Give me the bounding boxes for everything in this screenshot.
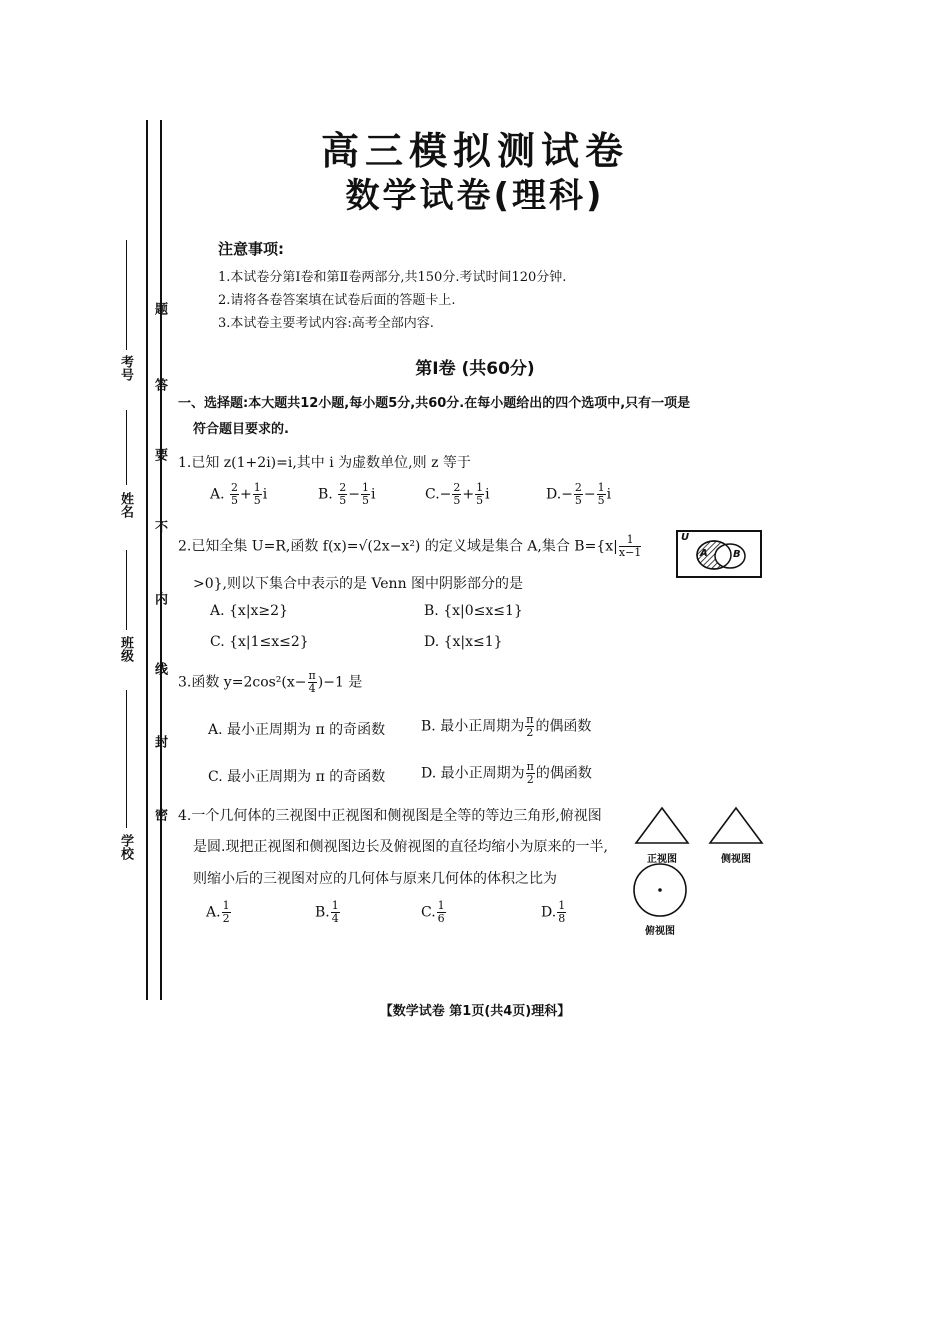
q4-option-b: B. $\frac{1}{4}$	[315, 899, 339, 925]
q1-option-b: B. $\frac{2}{5}$ − $\frac{1}{5}$ i	[318, 481, 376, 507]
field-school: 学校	[118, 834, 133, 860]
field-class: 班级	[118, 636, 133, 662]
top-view	[632, 862, 688, 937]
seal-char: 密	[152, 808, 167, 821]
top-view-label: 俯视图	[645, 926, 675, 937]
section-instruction-cont: 符合题目要求的.	[193, 422, 289, 437]
q3-option-d: D. 最小正周期为 $\frac{\pi}{2}$ 的偶函数	[421, 760, 592, 786]
q3-option-c: C. 最小正周期为 π 的奇函数	[208, 769, 386, 785]
q2-option-b: B. {x|0≤x≤1}	[424, 603, 523, 619]
field-name-line	[126, 410, 127, 485]
page-subtitle: 数学试卷(理科)	[345, 176, 605, 216]
front-view-triangle	[634, 806, 690, 846]
notice-item: 2.请将各卷答案填在试卷后面的答题卡上.	[218, 293, 456, 308]
seal-char: 封	[152, 735, 167, 748]
q2-option-a: A. {x|x≥2}	[210, 603, 288, 619]
venn-label-b: B	[733, 549, 741, 560]
field-school-line	[126, 690, 127, 828]
front-view-label: 正视图	[647, 854, 677, 865]
page-footer: 【数学试卷 第1页(共4页)理科】	[379, 1004, 571, 1019]
page-title: 高三模拟测试卷	[320, 129, 629, 173]
q4-option-a: A. $\frac{1}{2}$	[206, 899, 230, 925]
q2-option-d: D. {x|x≤1}	[424, 634, 503, 650]
front-view	[634, 806, 690, 865]
q1-stem: 1.已知 z(1+2i)=i,其中 i 为虚数单位,则 z 等于	[178, 455, 471, 471]
q3-stem: 3.函数 y=2cos²(x− $\frac{\pi}{4}$ )−1 是	[178, 669, 363, 695]
q1-option-a: A. $\frac{2}{5}$ + $\frac{1}{5}$ i	[210, 481, 268, 507]
notice-heading: 注意事项:	[218, 240, 284, 258]
q1-option-d: D.− $\frac{2}{5}$ − $\frac{1}{5}$ i	[546, 481, 612, 507]
field-exam-number: 考号	[118, 355, 133, 381]
q2-stem: 2.已知全集 U=R,函数 f(x)=√(2x−x²) 的定义域是集合 A,集合 B={x| $\frac{1}{x-1}$	[178, 533, 642, 559]
seal-char: 答	[152, 378, 167, 391]
venn-diagram	[676, 530, 762, 578]
q1-option-c: C.− $\frac{2}{5}$ + $\frac{1}{5}$ i	[425, 481, 490, 507]
q4-option-d: D. $\frac{1}{8}$	[541, 899, 566, 925]
seal-char: 内	[152, 592, 167, 605]
section-instruction: 一、选择题:本大题共12小题,每小题5分,共60分.在每小题给出的四个选项中,只有一项是	[178, 396, 691, 411]
notice-item: 1.本试卷分第Ⅰ卷和第Ⅱ卷两部分,共150分.考试时间120分钟.	[218, 270, 567, 285]
field-class-line	[126, 550, 127, 630]
seal-char: 不	[152, 520, 167, 533]
seal-char: 要	[152, 448, 167, 461]
side-view-label: 侧视图	[721, 854, 751, 865]
q4-stem-cont: 则缩小后的三视图对应的几何体与原来几何体的体积之比为	[193, 871, 557, 887]
field-name: 姓名	[118, 492, 133, 518]
binding-line-inner	[160, 120, 162, 1000]
side-view-triangle	[708, 806, 764, 846]
side-view	[708, 806, 764, 865]
q3-option-a: A. 最小正周期为 π 的奇函数	[208, 722, 386, 738]
q4-stem: 4.一个几何体的三视图中正视图和侧视图是全等的等边三角形,俯视图	[178, 808, 602, 824]
section-title: 第Ⅰ卷 (共60分)	[415, 359, 535, 379]
seal-char: 题	[152, 302, 167, 315]
seal-char: 线	[152, 662, 167, 675]
venn-label-a: A	[700, 548, 708, 559]
q2-option-c: C. {x|1≤x≤2}	[210, 634, 309, 650]
field-exam-number-line	[126, 240, 127, 350]
venn-label-u: U	[681, 532, 690, 543]
q2-stem-cont: >0},则以下集合中表示的是 Venn 图中阴影部分的是	[193, 576, 524, 592]
q4-stem-cont: 是圆.现把正视图和侧视图边长及俯视图的直径均缩小为原来的一半,	[193, 839, 608, 855]
binding-line-outer	[146, 120, 148, 1000]
notice-item: 3.本试卷主要考试内容:高考全部内容.	[218, 316, 434, 331]
top-view-circle	[632, 862, 688, 918]
q4-option-c: C. $\frac{1}{6}$	[421, 899, 445, 925]
q3-option-b: B. 最小正周期为 $\frac{\pi}{2}$ 的偶函数	[421, 713, 592, 739]
